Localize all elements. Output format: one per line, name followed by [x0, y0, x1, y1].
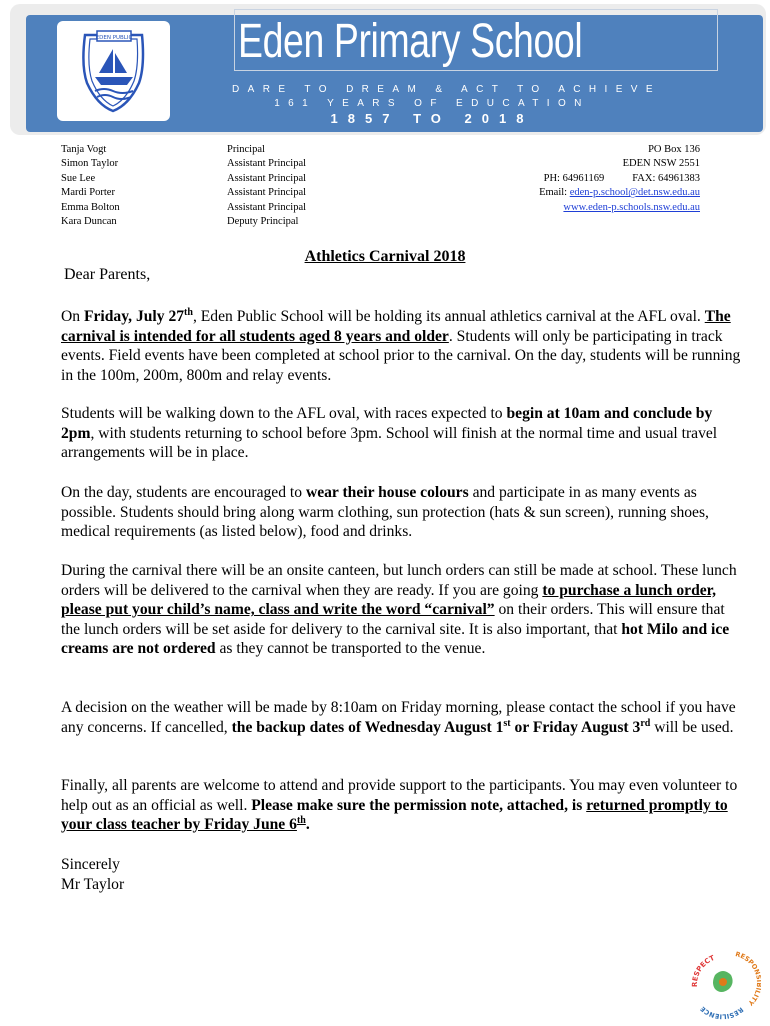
fax-label: FAX: [632, 172, 656, 184]
school-crest-icon [57, 21, 170, 121]
staff-roles [227, 143, 306, 229]
staff-name: Mardi Porter [61, 187, 115, 199]
website-link[interactable]: www.eden-p.schools.nsw.edu.au [563, 201, 700, 213]
email-link[interactable]: eden-p.school@det.nsw.edu.au [569, 187, 700, 199]
badge-word: RESPECT [690, 953, 716, 988]
email-line [539, 186, 700, 200]
paragraph-permission-note: Finally, all parents are welcome to attend and provide support to the participants. You may even volunteer to help out as an official as well. Please make sure the permission note, attached, is returned promptly to your class teacher by Friday June 6th. [61, 777, 738, 834]
tagline-years: 161 YEARS OF EDUCATION [274, 98, 590, 109]
greeting: Dear Parents, [64, 266, 151, 283]
staff-names [61, 143, 120, 229]
svg-text:RESILIENCE [699, 1005, 745, 1021]
staff-name: Tanja Vogt [61, 144, 107, 155]
logo-text: EDEN PUBLIC [95, 35, 133, 41]
paragraph-weather: A decision on the weather will be made by 8:10am on Friday morning, please contact the school if you have any concerns. If cancelled, the backup dates of Wednesday August 1st or Friday August 3rd will be used. [61, 699, 736, 736]
tagline-motto: DARE TO DREAM & ACT TO ACHIEVE [232, 84, 661, 95]
values-badge [685, 945, 761, 1021]
paragraph-carnival-date: On Friday, July 27th, Eden Public School will be holding its annual athletics carnival at the AFL oval. The carnival is intended for all students aged 8 years and older. Students will only be participating in track events. Field events have been completed at school prior to the carnival. On the day, students will be running in the 100m, 200m, 800m and relay events. [61, 306, 741, 384]
staff-name: Kara Duncan [61, 216, 117, 228]
paragraph-lunch-orders: During the carnival there will be an onsite canteen, but lunch orders can still be made at school. These lunch orders will be delivered to the carnival when they are ready. If you are going to purchase a lunch order, please put your child’s name, class and write the word “carnival” on their orders. This will ensure that the lunch orders will be set aside for delivery to the carnival site. It is also important, that hot Milo and ice creams are not ordered as they cannot be transported to the venue. [61, 562, 737, 658]
school-logo [57, 21, 170, 121]
staff-role: Assistant Principal [227, 172, 307, 184]
phone-number: 64961169 [562, 172, 605, 184]
staff-role: Deputy Principal [227, 216, 299, 228]
sign-off [61, 855, 124, 894]
phone-label: PH: [543, 172, 560, 184]
staff-name: Simon Taylor [61, 158, 119, 170]
staff-role: Principal [227, 144, 265, 155]
staff-name: Emma Bolton [61, 201, 120, 213]
staff-role: Assistant Principal [227, 201, 307, 213]
paragraph-what-to-bring: On the day, students are encouraged to wear their house colours and participate in as many events as possible. Students should bring along warm clothing, sun protection (hats & sun screen), running shoes, medical requirements (as listed below), food and drinks. [61, 484, 709, 541]
staff-name: Sue Lee [61, 172, 96, 184]
signature: Mr Taylor [61, 875, 125, 893]
phone-fax-line [539, 172, 700, 186]
badge-word: RESPON LITY [734, 950, 761, 1008]
school-name: Eden Primary School [238, 15, 583, 68]
po-box: PO Box 136 [648, 144, 700, 155]
paragraph-schedule: Students will be walking down to the AFL oval, with races expected to begin at 10am and conclude by 2pm, with students returning to school before 3pm. School will finish at the normal time and usual travel arrangements will be in place. [61, 405, 718, 462]
tagline-dates: 1857 TO 2018 [330, 111, 534, 126]
page-title: Athletics Carnival 2018 [304, 248, 466, 265]
email-label: Email: [539, 187, 568, 199]
closing: Sincerely [61, 856, 120, 873]
contact-block [539, 143, 700, 215]
fax-number: 64961383 [658, 172, 700, 184]
badge-word: RESILIENCE [698, 1004, 745, 1021]
staff-role: Assistant Principal [227, 158, 307, 170]
town: EDEN NSW 2551 [622, 158, 700, 170]
staff-role: Assistant Principal [227, 187, 307, 199]
values-badge-icon [685, 945, 761, 1021]
